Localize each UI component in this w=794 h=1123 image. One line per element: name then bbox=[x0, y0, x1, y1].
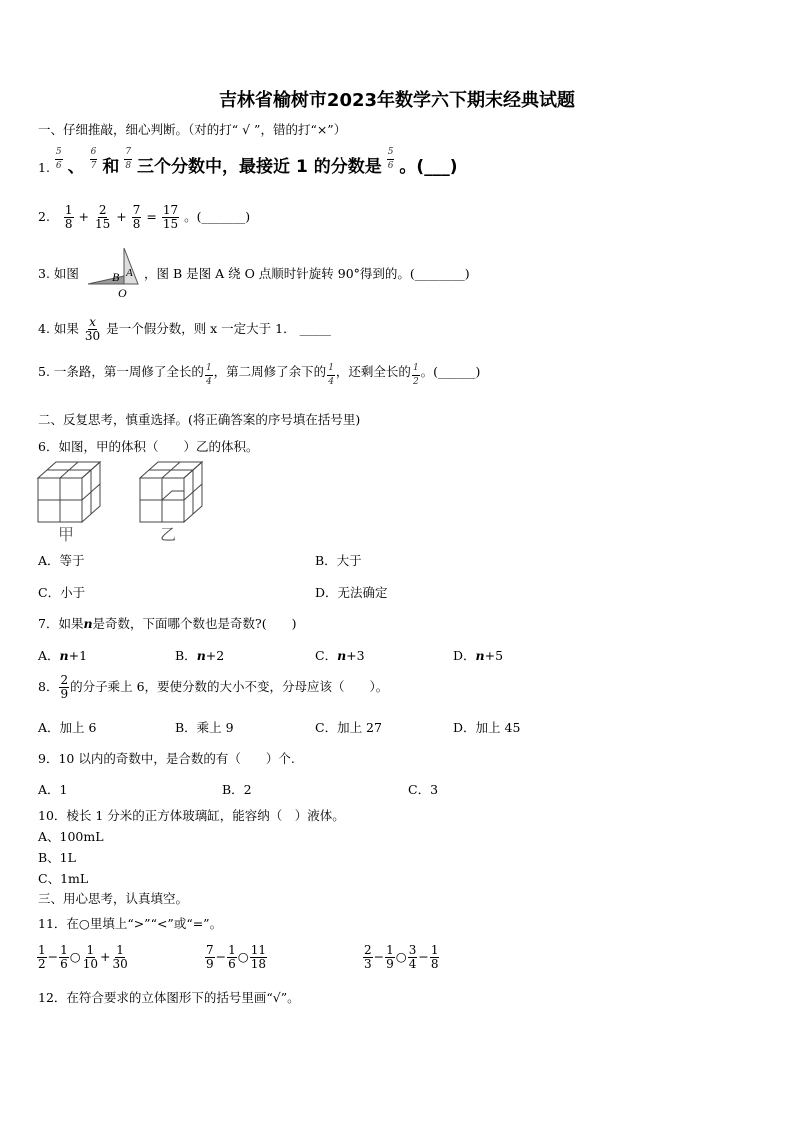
q1-fraction-a: $\frac{5}{6}$ bbox=[55, 147, 62, 171]
q2-plus-1: + bbox=[78, 209, 90, 224]
frac: $\frac{1}{10}$ bbox=[82, 943, 98, 971]
q7-stem-end: 是奇数，下面哪个数也是奇数?( ) bbox=[92, 616, 297, 631]
q10-stem: 10．棱长 1 分米的正方体玻璃缸，能容纳（ ）液体。 bbox=[38, 808, 345, 823]
q10-option-c[interactable]: C、1mL bbox=[38, 871, 89, 886]
q2-answer-blank[interactable]: 。(_______) bbox=[184, 209, 251, 224]
question-1 bbox=[38, 147, 458, 177]
frac: $\frac{1}{9}$ bbox=[386, 943, 394, 971]
q5-text-2: ，第二周修了余下的 bbox=[213, 364, 327, 379]
cube-figures bbox=[36, 460, 211, 546]
frac: $\frac{1}{8}$ bbox=[430, 943, 439, 971]
q4-text: 是一个假分数，则 x 一定大于 1． bbox=[106, 321, 296, 336]
q3-number: 3. bbox=[38, 266, 50, 281]
operator: − bbox=[373, 949, 385, 964]
frac: $\frac{1}{6}$ bbox=[228, 943, 236, 971]
q1-number: 1. bbox=[38, 160, 50, 175]
q1-fraction-c: $\frac{7}{8}$ bbox=[125, 147, 132, 171]
q2-fraction-result: $\frac{17}{15}$ bbox=[162, 203, 179, 231]
q2-equals: = bbox=[146, 209, 157, 224]
label-yi: 乙 bbox=[160, 527, 177, 544]
compare-circle[interactable]: ○ bbox=[69, 949, 81, 964]
q8-option-b[interactable]: B．乘上 9 bbox=[175, 720, 234, 735]
q9-option-c[interactable]: C．3 bbox=[408, 782, 439, 797]
q2-fraction-b: $\frac{2}{15}$ bbox=[95, 203, 111, 231]
q7-option-c[interactable]: C．n+3 bbox=[315, 648, 365, 663]
q5-number: 5. bbox=[38, 364, 50, 379]
question-7 bbox=[38, 614, 297, 632]
q1-fraction-b: $\frac{6}{7}$ bbox=[90, 147, 97, 171]
q4-prefix: 如果 bbox=[53, 321, 79, 336]
q8-number: 8． bbox=[38, 679, 59, 694]
q4-fraction: $\frac{x}{30}$ bbox=[84, 315, 101, 343]
frac: $\frac{7}{9}$ bbox=[206, 943, 214, 971]
section-three-heading: 三、用心思考，认真填空。 bbox=[38, 891, 189, 906]
q1-text: 三个分数中，最接近 1 的分数是 bbox=[137, 157, 382, 177]
q8-option-a[interactable]: A．加上 6 bbox=[38, 720, 97, 735]
q10-option-a[interactable]: A、100mL bbox=[38, 829, 104, 844]
frac: $\frac{1}{30}$ bbox=[112, 943, 128, 971]
q6-option-b[interactable]: B．大于 bbox=[315, 553, 362, 568]
q2-number: 2. bbox=[38, 209, 50, 224]
q4-number: 4. bbox=[38, 321, 50, 336]
frac: $\frac{3}{4}$ bbox=[408, 943, 417, 971]
operator: − bbox=[215, 949, 227, 964]
frac: $\frac{1}{6}$ bbox=[60, 943, 68, 971]
q8-option-d[interactable]: D．加上 45 bbox=[453, 720, 521, 735]
cube-yi bbox=[140, 462, 202, 522]
q6-option-d[interactable]: D．无法确定 bbox=[315, 585, 388, 600]
q11-expression-3 bbox=[362, 944, 440, 971]
q5-answer-blank[interactable]: 。(______) bbox=[420, 364, 481, 379]
q5-text-1: 一条路，第一周修了全长的 bbox=[53, 364, 204, 379]
operator: + bbox=[99, 949, 111, 964]
operator: − bbox=[418, 949, 429, 964]
q9-option-a[interactable]: A．1 bbox=[38, 782, 68, 797]
q1-and: 和 bbox=[102, 157, 120, 177]
q5-text-3: ，还剩全长的 bbox=[335, 364, 411, 379]
question-5 bbox=[38, 362, 480, 389]
q6-option-a[interactable]: A．等于 bbox=[38, 553, 85, 568]
q5-fraction-1: $\frac{1}{4}$ bbox=[205, 363, 212, 387]
section-one-heading: 一、仔细推敲，细心判断。（对的打“ √ ”，错的打“×”） bbox=[38, 122, 347, 137]
cube-jia bbox=[38, 462, 100, 522]
q12-stem: 12．在符合要求的立体图形下的括号里画“√”。 bbox=[38, 990, 300, 1005]
q7-option-a[interactable]: A．n+1 bbox=[38, 648, 88, 663]
rotation-figure bbox=[86, 246, 144, 298]
question-8 bbox=[38, 674, 388, 701]
frac: $\frac{1}{2}$ bbox=[38, 943, 46, 971]
q2-fraction-a: $\frac{1}{8}$ bbox=[64, 203, 73, 231]
question-3 bbox=[38, 264, 79, 282]
compare-circle[interactable]: ○ bbox=[237, 949, 249, 964]
compare-circle[interactable]: ○ bbox=[395, 949, 407, 964]
q10-option-b[interactable]: B、1L bbox=[38, 850, 76, 865]
frac: $\frac{11}{18}$ bbox=[250, 943, 266, 971]
q7-stem-start: 7．如果 bbox=[38, 616, 84, 631]
q7-option-b[interactable]: B．n+2 bbox=[175, 648, 225, 663]
q7-variable: n bbox=[83, 616, 93, 631]
label-o: O bbox=[118, 286, 127, 298]
page-title: 吉林省榆树市2023年数学六下期末经典试题 bbox=[218, 90, 576, 111]
question-2 bbox=[38, 204, 250, 231]
q4-answer-blank[interactable]: _____ bbox=[299, 321, 331, 336]
q6-stem: 6．如图，甲的体积（ ）乙的体积。 bbox=[38, 439, 259, 454]
q8-fraction: $\frac{2}{9}$ bbox=[60, 673, 69, 701]
q5-fraction-2: $\frac{1}{4}$ bbox=[328, 363, 334, 387]
frac: $\frac{2}{3}$ bbox=[364, 943, 372, 971]
q8-option-c[interactable]: C．加上 27 bbox=[315, 720, 382, 735]
q11-expression-2 bbox=[204, 944, 268, 971]
q9-option-b[interactable]: B．2 bbox=[222, 782, 252, 797]
label-a: A bbox=[126, 267, 133, 279]
q2-fraction-c: $\frac{7}{8}$ bbox=[132, 203, 141, 231]
q1-answer-blank[interactable]: 。(___) bbox=[399, 157, 458, 177]
q11-expression-1 bbox=[36, 944, 130, 971]
q5-fraction-3: $\frac{1}{2}$ bbox=[412, 363, 419, 387]
q9-stem: 9．10 以内的奇数中，是合数的有（ ）个. bbox=[38, 751, 295, 766]
q3-prefix: 如图 bbox=[53, 266, 79, 281]
q2-plus-2: + bbox=[116, 209, 127, 224]
q6-option-c[interactable]: C．小于 bbox=[38, 585, 86, 600]
operator: − bbox=[47, 949, 59, 964]
q1-fraction-d: $\frac{5}{6}$ bbox=[387, 147, 394, 171]
q1-separator: 、 bbox=[67, 157, 85, 177]
label-jia: 甲 bbox=[58, 527, 75, 544]
q3-text: ，图 B 是图 A 绕 O 点顺时针旋转 90°得到的。(________) bbox=[144, 266, 470, 281]
q11-stem: 11．在○里填上“>”“<”或“=”。 bbox=[38, 916, 223, 931]
q8-text: 的分子乘上 6，要使分数的大小不变，分母应该（ ）。 bbox=[70, 679, 389, 694]
label-b: B bbox=[112, 270, 120, 284]
q7-option-d[interactable]: D．n+5 bbox=[453, 648, 504, 663]
question-4 bbox=[38, 316, 331, 343]
section-two-heading: 二、反复思考，慎重选择。(将正确答案的序号填在括号里) bbox=[38, 412, 361, 427]
